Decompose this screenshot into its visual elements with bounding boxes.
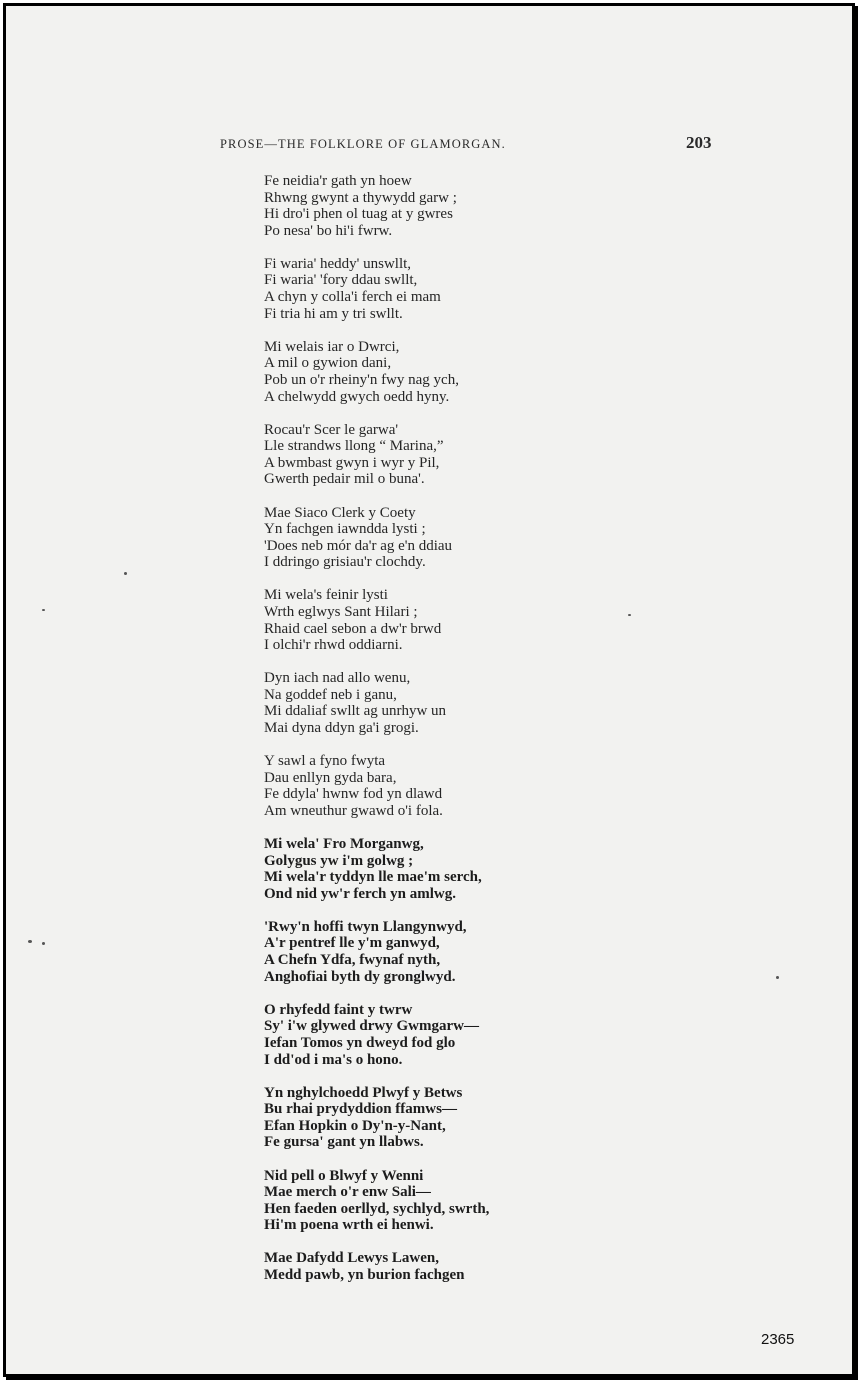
verse-line: Yn nghylchoedd Plwyf y Betws	[264, 1084, 463, 1101]
scanned-page	[3, 3, 855, 1377]
verse-line: A chyn y colla'i ferch ei mam	[264, 289, 441, 306]
verse-line: Fe gursa' gant yn llabws.	[264, 1134, 424, 1151]
verse-line: Na goddef neb i ganu,	[264, 686, 397, 703]
verse-line: Hi dro'i phen ol tuag at y gwres	[264, 206, 453, 223]
stanza	[264, 1168, 684, 1234]
stanza	[264, 422, 684, 488]
verse-line: Y sawl a fyno fwyta	[264, 753, 386, 770]
verse-line: Yn fachgen iawndda lysti ;	[264, 521, 426, 538]
page-number: 203	[686, 133, 712, 152]
scan-speck	[776, 976, 779, 979]
verse-line: I ddringo grisiau'r clochdy.	[264, 554, 426, 571]
stanza	[264, 587, 684, 653]
verse-line: Medd pawb, yn burion fachgen	[264, 1266, 465, 1283]
verse-line: Po nesa' bo hi'i fwrw.	[264, 222, 393, 239]
verse-line: Mi wela'r tyddyn lle mae'm serch,	[264, 869, 482, 886]
verse-line: Fi waria' heddy' unswllt,	[264, 255, 412, 272]
scan-speck	[628, 614, 631, 616]
verse-line: Mi welais iar o Dwrci,	[264, 338, 400, 355]
verse-line: Mi wela's feinir lysti	[264, 587, 388, 604]
verse-line: Dyn iach nad allo wenu,	[264, 670, 411, 687]
verse-line: Mae merch o'r enw Sali—	[264, 1184, 431, 1201]
verse-line: Bu rhai prydyddion ffamws—	[264, 1101, 457, 1118]
verse-line: A bwmbast gwyn i wyr y Pil,	[264, 454, 440, 471]
verse-line: Am wneuthur gwawd o'i fola.	[264, 802, 443, 819]
verse-line: 'Does neb mór da'r ag e'n ddiau	[264, 537, 453, 554]
stanza	[264, 836, 684, 902]
verse-line: Dau enllyn gyda bara,	[264, 769, 397, 786]
scan-speck	[42, 609, 45, 611]
verse-line: Mi ddaliaf swllt ag unrhyw un	[264, 703, 447, 720]
stanza	[264, 670, 684, 736]
verse-line: A'r pentref lle y'm ganwyd,	[264, 935, 440, 952]
stanza	[264, 256, 684, 322]
verse-line: Wrth eglwys Sant Hilari ;	[264, 603, 418, 620]
stanza	[264, 919, 684, 985]
verse-line: Mai dyna ddyn ga'i grogi.	[264, 720, 419, 737]
verse-line: A chelwydd gwych oedd hyny.	[264, 388, 450, 405]
stanza	[264, 1002, 684, 1068]
verse-line: Fe ddyla' hwnw fod yn dlawd	[264, 786, 443, 803]
verse-line: Rocau'r Scer le garwa'	[264, 421, 399, 438]
verse-line: Ond nid yw'r ferch yn amlwg.	[264, 885, 456, 902]
verse-line: Rhwng gwynt a thywydd garw ;	[264, 189, 457, 206]
verse-line: Lle strandws llong “ Marina,”	[264, 438, 444, 455]
verse-line: Gwerth pedair mil o buna'.	[264, 471, 425, 488]
verse-line: Pob un o'r rheiny'n fwy nag ych,	[264, 371, 459, 388]
verse-line: Efan Hopkin o Dy'n-y-Nant,	[264, 1117, 446, 1134]
stanza	[264, 1250, 684, 1283]
verse-line: A Chefn Ydfa, fwynaf nyth,	[264, 952, 441, 969]
verse-line: Hen faeden oerllyd, sychlyd, swrth,	[264, 1200, 490, 1217]
running-head: PROSE—THE FOLKLORE OF GLAMORGAN.	[220, 137, 506, 151]
verse-line: I dd'od i ma's o hono.	[264, 1051, 403, 1068]
stanza	[264, 505, 684, 571]
verse-line: Hi'm poena wrth ei henwi.	[264, 1217, 434, 1234]
scan-speck	[28, 940, 32, 943]
verse-line: Mae Siaco Clerk y Coety	[264, 504, 416, 521]
poem-body	[264, 173, 684, 1300]
verse-line: Fi waria' 'fory ddau swllt,	[264, 272, 418, 289]
verse-line: 'Rwy'n hoffi twyn Llangynwyd,	[264, 918, 467, 935]
archive-number: 2365	[761, 1331, 795, 1348]
verse-line: Fe neidia'r gath yn hoew	[264, 173, 412, 189]
scan-speck	[124, 572, 127, 575]
verse-line: I olchi'r rhwd oddiarni.	[264, 637, 403, 654]
stanza	[264, 1085, 684, 1151]
verse-line: Iefan Tomos yn dweyd fod glo	[264, 1034, 456, 1051]
verse-line: Nid pell o Blwyf y Wenni	[264, 1167, 424, 1184]
scan-speck	[42, 942, 45, 945]
stanza	[264, 173, 684, 239]
stanza	[264, 753, 684, 819]
verse-line: Sy' i'w glywed drwy Gwmgarw—	[264, 1018, 479, 1035]
verse-line: Rhaid cael sebon a dw'r brwd	[264, 620, 442, 637]
verse-line: Mi wela' Fro Morganwg,	[264, 836, 424, 852]
stanza	[264, 339, 684, 405]
verse-line: A mil o gywion dani,	[264, 355, 392, 372]
verse-line: O rhyfedd faint y twrw	[264, 1001, 413, 1018]
verse-line: Mae Dafydd Lewys Lawen,	[264, 1250, 439, 1267]
verse-line: Fi tria hi am y tri swllt.	[264, 305, 403, 322]
verse-line: Golygus yw i'm golwg ;	[264, 852, 414, 869]
verse-line: Anghofiai byth dy gronglwyd.	[264, 968, 456, 985]
